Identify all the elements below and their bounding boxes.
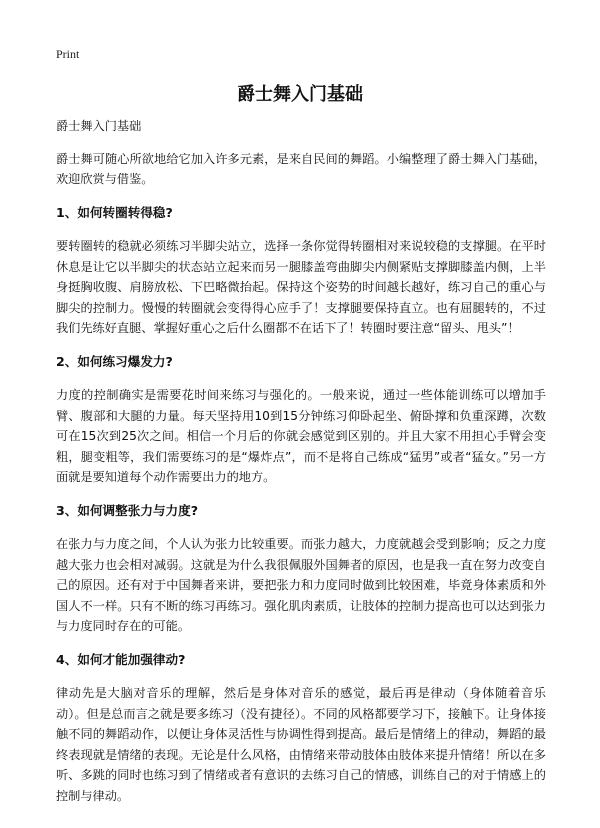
section-paragraph: 要转圈转的稳就必须练习半脚尖站立，选择一条你觉得转圈相对来说较稳的支撑腿。在平时休息是让它以半脚尖的状态站立起来而另一腿膝盖弯曲脚尖内侧紧贴支撑脚膝盖内侧，上半身挺胸收腹、肩膀放松、下巴略微抬起。保持这个姿势的时间越长越好，练习自己的重心与脚尖的控制力。慢慢的转圈就会变得得心应手了！支撑腿要保持直立。也有屈腿转的，不过我们先练好直腿、掌握好重心之后什么圈都不在话下了！转圈时要注意“留头、甩头”！	[56, 239, 546, 335]
section-paragraph: 在张力与力度之间，个人认为张力比较重要。而张力越大，力度就越会受到影响；反之力度越大张力也会相对减弱。这就是为什么我很佩服外国舞者的原因，也是我一直在努力改变自己的原因。还有对于中国舞者来讲，要把张力和力度同时做到比较困难，毕竟身体素质和外国人不一样。只有不断的练习再练习。强化肌肉素质，让肢体的控制力提高也可以达到张力与力度同时存在的可能。	[56, 537, 546, 633]
print-label: Print	[56, 47, 80, 61]
intro-paragraph: 爵士舞可随心所欲地给它加入许多元素，是来自民间的舞蹈。小编整理了爵士舞入门基础，欢迎欣赏与借鉴。	[56, 151, 546, 186]
page-title: 爵士舞入门基础	[237, 84, 363, 105]
article-subtitle: 爵士舞入门基础	[56, 119, 142, 133]
section-heading: 1、如何转圈转得稳?	[56, 204, 173, 220]
section-paragraph: 力度的控制确实是需要花时间来练习与强化的。一般来说，通过一些体能训练可以增加手臂、腹部和大腿的力量。每天坚持用10到15分钟练习仰卧起坐、俯卧撑和负重深蹲，次数可在15次到25次之间。相信一个月后的你就会感觉到区别的。并且大家不用担心手臂会变粗，腿变粗等，我们需要练习的是“爆炸点”，而不是将自己练成“猛男”或者“猛女。”另一方面就是要知道每个动作需要出力的地方。	[56, 388, 546, 484]
section-heading: 3、如何调整张力与力度?	[56, 502, 199, 518]
section-paragraph: 律动先是大脑对音乐的理解，然后是身体对音乐的感觉，最后再是律动（身体随着音乐动）。但是总而言之就是要多练习（没有捷径）。不同的风格都要学习下，接触下。让身体接触不同的舞蹈动作，以便让身体灵活性与协调性得到提高。最后是情绪上的律动，舞蹈的最终表现就是情绪的表现。无论是什么风格，由情绪来带动肢体由肢体来提升情绪！所以在多听、多跳的同时也练习到了情绪或者有意识的去练习自己的情感，训练自己的对于情感上的控制与律动。	[56, 686, 546, 803]
section-heading: 4、如何才能加强律动?	[56, 651, 186, 667]
section-heading: 2、如何练习爆发力?	[56, 353, 173, 369]
article-body	[56, 116, 546, 819]
